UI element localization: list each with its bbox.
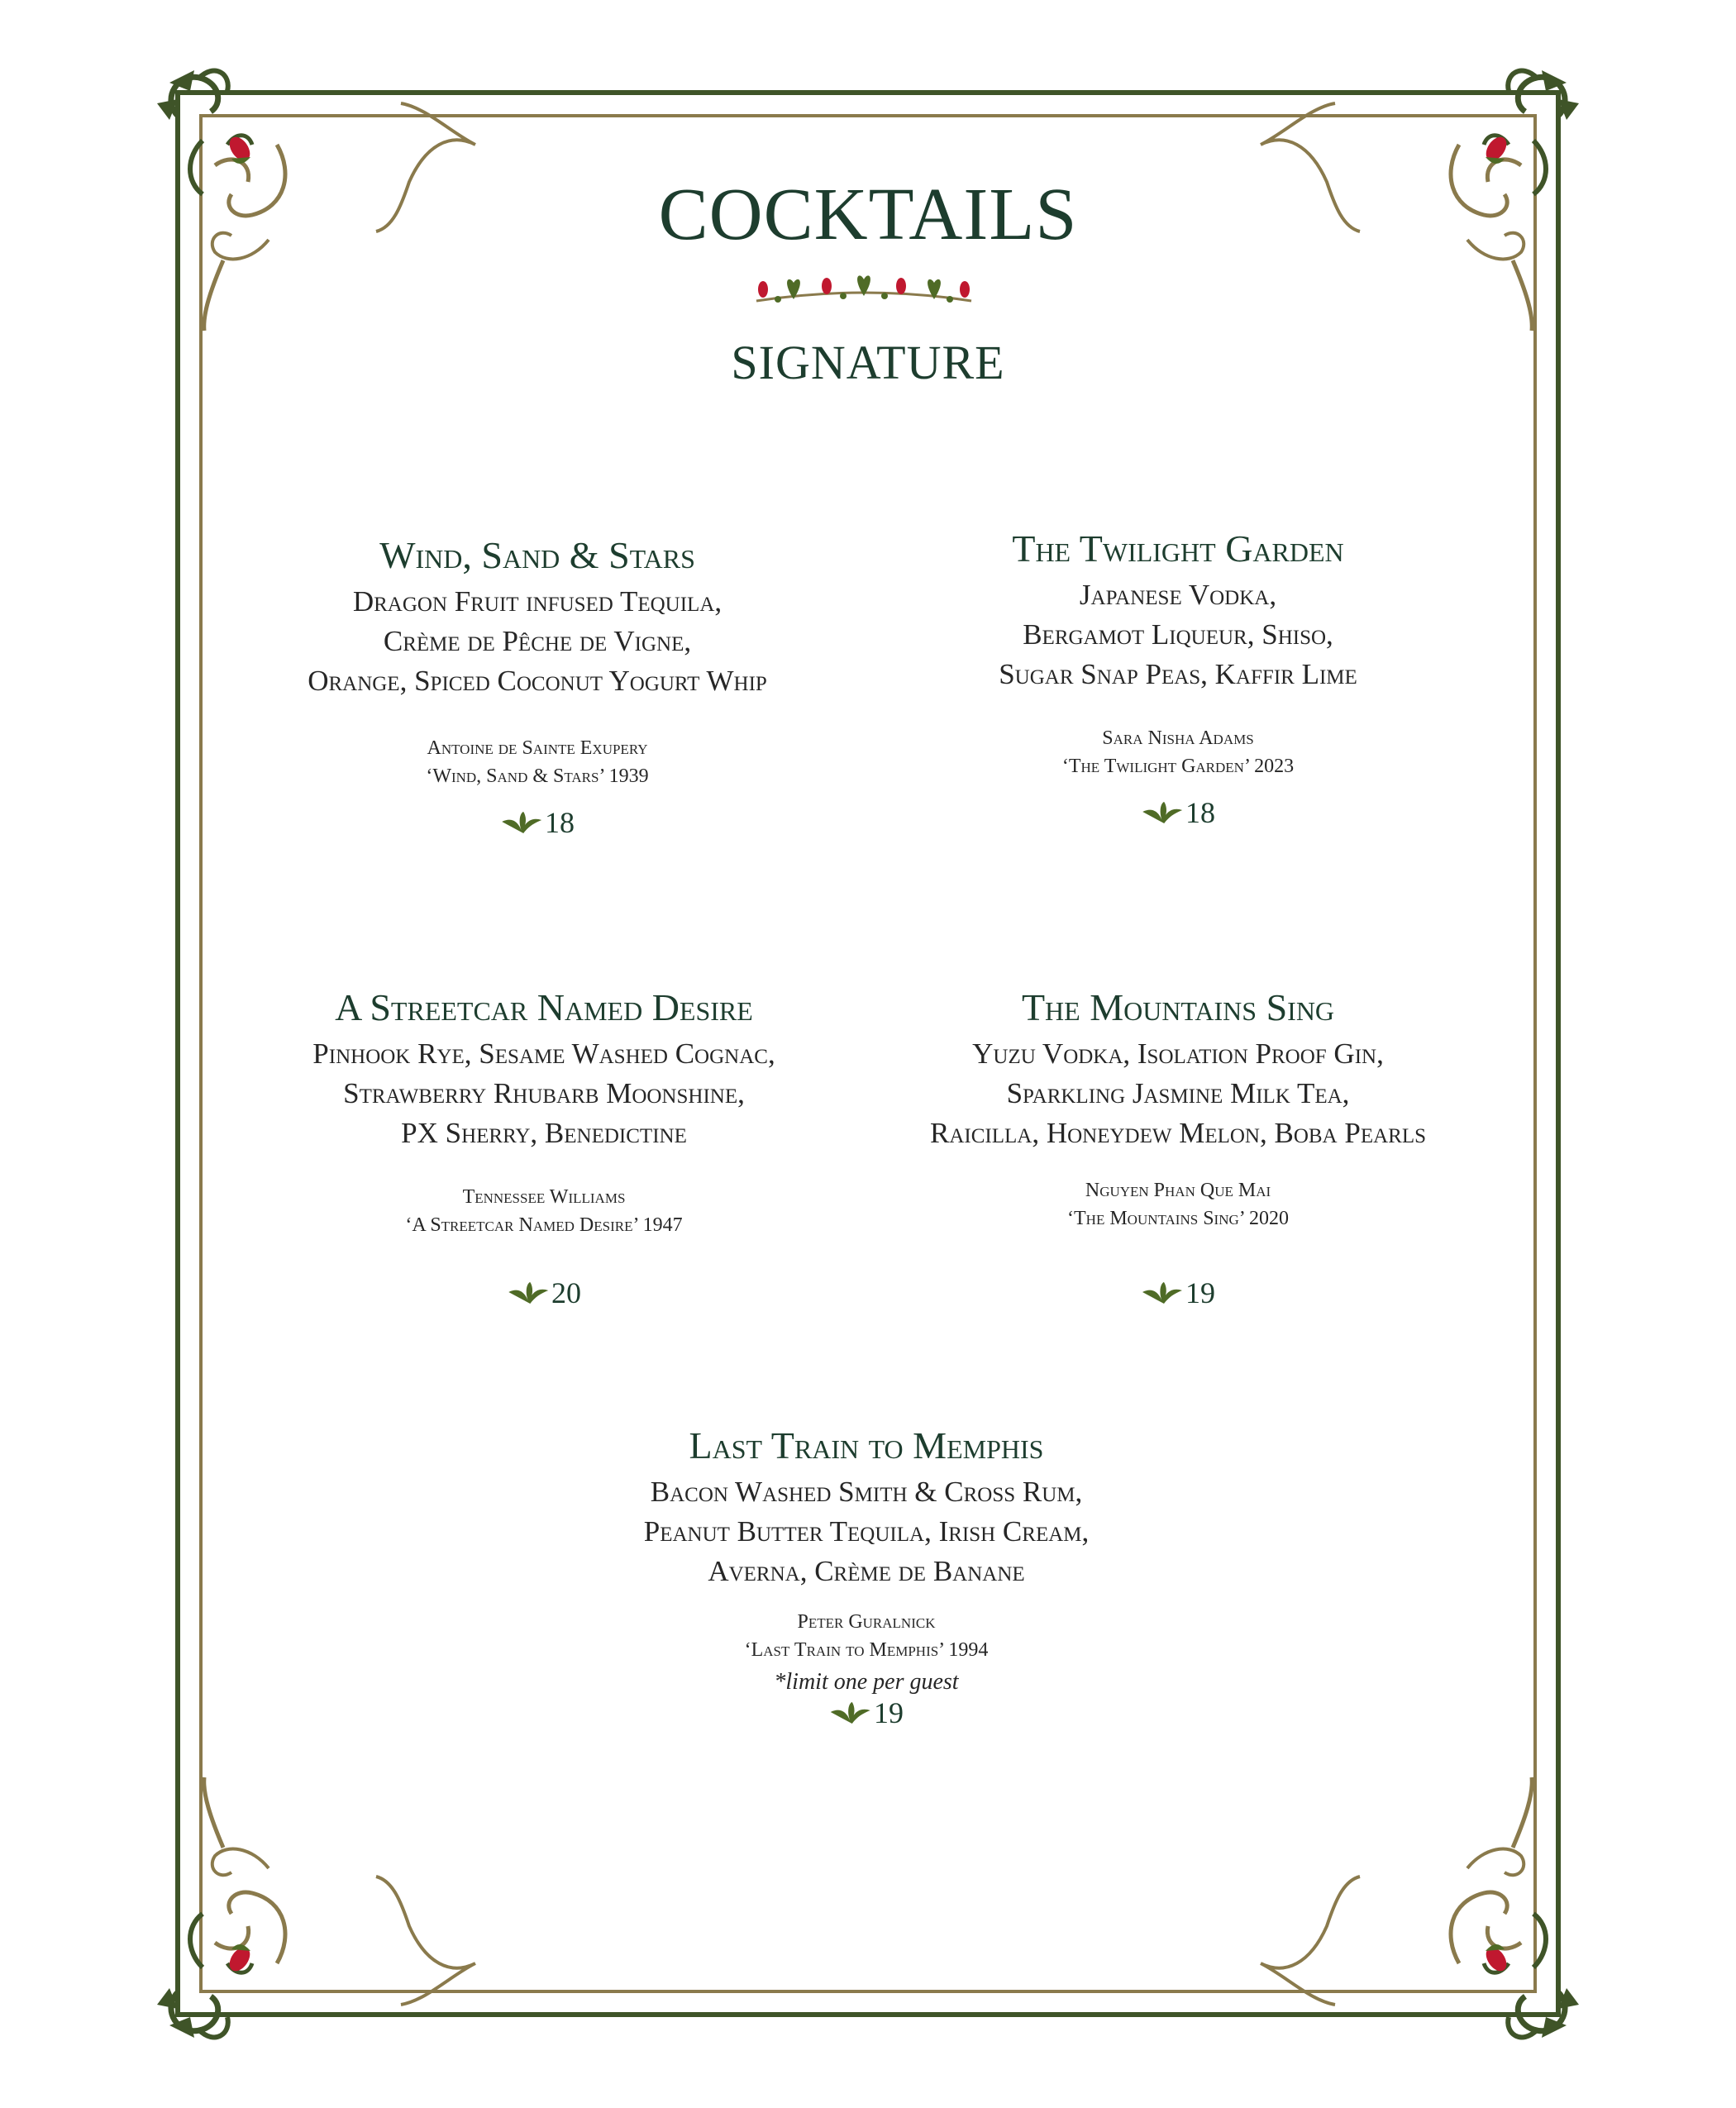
price-value: 19	[874, 1696, 904, 1729]
cocktail-name: A Streetcar Named Desire	[335, 986, 753, 1028]
credit-author: Sara Nisha Adams	[1102, 727, 1254, 749]
menu-item	[312, 985, 775, 1310]
limit-note: *limit one per guest	[774, 1669, 959, 1695]
ingredient-line: Strawberry Rhubarb Moonshine,	[343, 1077, 745, 1109]
ingredient-line: Bergamot Liqueur, Shiso,	[1023, 618, 1333, 651]
credit-work: ‘Wind, Sand & Stars’ 1939	[426, 765, 649, 787]
leaf-icon	[500, 810, 543, 835]
credit-work: ‘Last Train to Memphis’ 1994	[744, 1639, 989, 1661]
ingredient-line: Yuzu Vodka, Isolation Proof Gin,	[972, 1037, 1384, 1070]
price	[1141, 1276, 1215, 1310]
leaf-icon	[829, 1700, 872, 1725]
ingredient-line: Bacon Washed Smith & Cross Rum,	[650, 1476, 1083, 1508]
leaf-icon	[507, 1281, 550, 1305]
menu-item	[644, 1424, 1090, 1730]
credit-author: Nguyen Phan Que Mai	[1085, 1180, 1271, 1201]
ingredient-line: Sparkling Jasmine Milk Tea,	[1006, 1077, 1350, 1109]
ingredient-line: Peanut Butter Tequila, Irish Cream,	[643, 1515, 1090, 1548]
section-title: SIGNATURE	[731, 336, 1005, 389]
credit-work: ‘The Mountains Sing’ 2020	[1067, 1208, 1289, 1229]
ingredient-line: Crème de Pêche de Vigne,	[383, 625, 692, 657]
credit-author: Peter Guralnick	[797, 1611, 936, 1633]
page-title: COCKTAILS	[658, 174, 1078, 255]
leaf-icon	[1141, 800, 1184, 825]
price	[1141, 795, 1215, 830]
credit-work: ‘A Streetcar Named Desire’ 1947	[405, 1214, 683, 1236]
price-value: 20	[551, 1276, 581, 1309]
ingredient-line: Dragon Fruit infused Tequila,	[352, 585, 723, 618]
credit-author: Tennessee Williams	[462, 1186, 626, 1208]
credit-work: ‘The Twilight Garden’ 2023	[1061, 756, 1295, 777]
ingredient-line: Raicilla, Honeydew Melon, Boba Pearls	[930, 1117, 1426, 1149]
ingredient-line: PX Sherry, Benedictine	[401, 1117, 687, 1149]
cocktail-name: The Mountains Sing	[1021, 986, 1335, 1028]
ingredient-line: Sugar Snap Peas, Kaffir Lime	[999, 658, 1357, 690]
menu-item	[930, 985, 1426, 1310]
menu-item	[999, 527, 1357, 830]
ingredient-line: Averna, Crème de Banane	[708, 1555, 1025, 1587]
ornamental-divider-icon	[748, 271, 980, 311]
cocktail-name: The Twilight Garden	[1012, 527, 1344, 570]
leaf-icon	[1141, 1281, 1184, 1305]
price-value: 19	[1185, 1276, 1215, 1309]
ingredient-line: Japanese Vodka,	[1079, 579, 1277, 611]
price	[500, 805, 575, 840]
menu-item	[308, 533, 767, 840]
price	[507, 1276, 581, 1310]
price-value: 18	[1185, 796, 1215, 829]
price-value: 18	[544, 806, 575, 839]
ingredient-line: Pinhook Rye, Sesame Washed Cognac,	[312, 1037, 775, 1070]
price	[829, 1695, 904, 1730]
cocktail-name: Wind, Sand & Stars	[379, 534, 695, 576]
ingredient-line: Orange, Spiced Coconut Yogurt Whip	[308, 665, 767, 697]
cocktail-name: Last Train to Memphis	[689, 1424, 1044, 1467]
credit-author: Antoine de Sainte Exupery	[427, 737, 648, 759]
